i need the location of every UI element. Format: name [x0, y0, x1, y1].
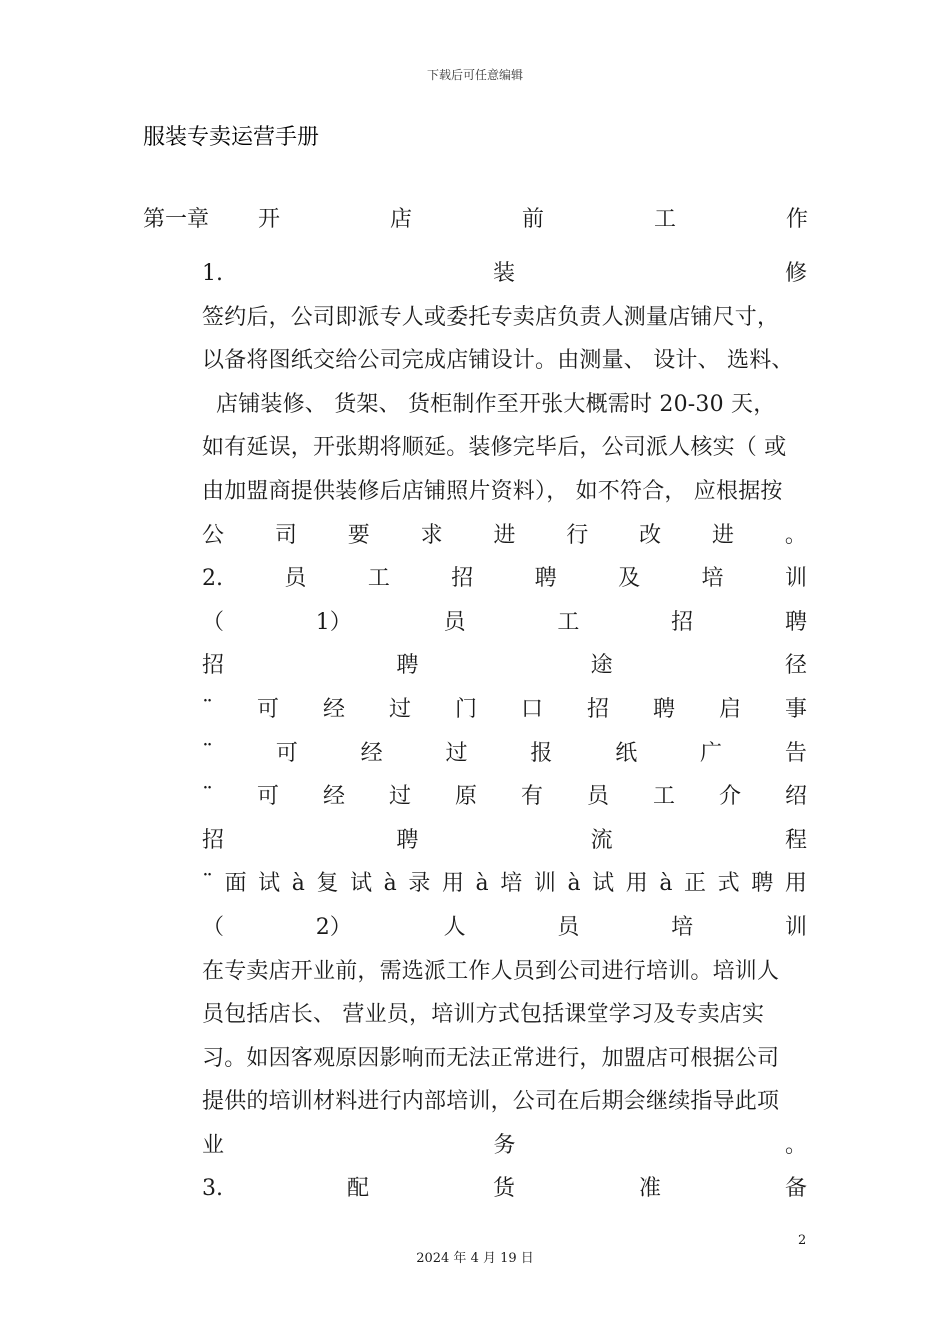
- body-line-segment: 式: [717, 871, 740, 897]
- body-line: 在专卖店开业前，需选派工作人员到公司进行培训。培训人: [202, 958, 780, 984]
- body-line-segment: 员: [443, 609, 466, 635]
- body-line-segment: 录: [408, 871, 431, 897]
- body-line-segment: 货: [492, 1176, 515, 1202]
- body-line-segment: 经: [322, 784, 345, 810]
- body-line-segment: 可: [256, 696, 279, 722]
- body-line-segment: 过: [388, 784, 411, 810]
- body-line-segment: 用: [625, 871, 648, 897]
- chapter-title-char: 开: [258, 207, 281, 232]
- body-line-segment: ¨: [202, 784, 213, 810]
- body-line-segment: 告: [784, 740, 807, 766]
- body-line: [202, 1124, 807, 1168]
- body-line-segment: 1.: [202, 261, 223, 286]
- body-line-segment: 过: [388, 696, 411, 722]
- body-line-segment: à: [659, 871, 673, 897]
- body-line-segment: 程: [784, 827, 807, 853]
- chapter-title-char: 店: [389, 207, 412, 232]
- body-line-segment: 报: [530, 740, 553, 766]
- body-line: [202, 819, 807, 863]
- body-line-segment: 口: [520, 696, 543, 722]
- page-number: 2: [798, 1233, 807, 1248]
- body-line: [202, 775, 807, 819]
- chapter-title-char: 工: [653, 207, 676, 232]
- chapter-title: [258, 202, 808, 233]
- body-line-segment: 培: [500, 871, 523, 897]
- chapter-label: 第一章: [143, 207, 210, 232]
- body-line-segment: 绍: [784, 784, 807, 810]
- body-line-segment: 用: [784, 871, 807, 897]
- body-line: [202, 557, 807, 601]
- body-line-segment: 。: [784, 522, 807, 548]
- body-line-segment: 务: [493, 1132, 516, 1158]
- chapter-heading: [143, 202, 808, 234]
- body-line-segment: 改: [639, 522, 662, 548]
- body-line-segment: 工: [557, 609, 580, 635]
- body-line-segment: 招: [586, 696, 609, 722]
- body-line: [202, 252, 807, 296]
- body-line-segment: 求: [420, 522, 443, 548]
- body-line-segment: 业: [202, 1132, 225, 1158]
- body-line-segment: 工: [652, 784, 675, 810]
- body-line-segment: 聘: [784, 609, 807, 635]
- body-line-segment: 介: [718, 784, 741, 810]
- body-line-segment: 行: [566, 522, 589, 548]
- body-line-segment: 配: [346, 1176, 369, 1202]
- body-line-segment: 司: [274, 522, 297, 548]
- body-line-segment: 。: [784, 1132, 807, 1158]
- body-line-segment: 事: [784, 696, 807, 722]
- body-line-segment: ¨: [202, 740, 213, 766]
- body-line-segment: 训: [533, 871, 556, 897]
- body-line-segment: à: [567, 871, 581, 897]
- body-line-segment: 员: [557, 914, 580, 940]
- body-line-segment: 径: [784, 653, 807, 679]
- body-line-segment: 流: [590, 827, 613, 853]
- chapter-title-char: 作: [785, 207, 808, 232]
- body-line-segment: 聘: [534, 566, 557, 592]
- body-line-segment: 培: [701, 566, 724, 592]
- body-line-segment: 可: [275, 740, 298, 766]
- body-line-segment: 聘: [751, 871, 774, 897]
- body-line-segment: 工: [367, 566, 390, 592]
- body-line: [202, 644, 807, 688]
- body-line-segment: （: [202, 914, 225, 940]
- body-line-segment: 门: [454, 696, 477, 722]
- body-line: [202, 688, 807, 732]
- body-line-segment: 及: [618, 566, 641, 592]
- body-line: [202, 732, 807, 776]
- body-line-segment: 聘: [652, 696, 675, 722]
- body-line-segment: ¨: [202, 871, 213, 897]
- body-line: 习。如因客观原因影响而无法正常进行，加盟店可根据公司: [202, 1045, 780, 1071]
- body-line-segment: à: [383, 871, 397, 897]
- body-line-segment: 纸: [615, 740, 638, 766]
- body-line-segment: 要: [347, 522, 370, 548]
- body-line-segment: 试: [592, 871, 615, 897]
- body-line: [202, 514, 807, 558]
- body-line-segment: à: [475, 871, 489, 897]
- body-line-segment: 招: [451, 566, 474, 592]
- body-line-segment: 试: [258, 871, 281, 897]
- body-line-segment: 准: [638, 1176, 661, 1202]
- body-line-segment: 有: [520, 784, 543, 810]
- body-line-segment: 可: [256, 784, 279, 810]
- body-line-segment: 正: [684, 871, 707, 897]
- body-line-segment: 进: [493, 522, 516, 548]
- body-line-segment: 招: [202, 653, 225, 679]
- body-line: 签约后，公司即派专人或委托专卖店负责人测量店铺尺寸，: [202, 304, 780, 330]
- body-line-segment: 招: [671, 609, 694, 635]
- body-line-segment: 培: [671, 914, 694, 940]
- body-line: 以备将图纸交给公司完成店铺设计。由测量、 设计、 选料、: [202, 348, 794, 374]
- body-line-segment: 聘: [396, 827, 419, 853]
- page-header: 下载后可任意编辑: [426, 68, 523, 82]
- document-title: 服装专卖运营手册: [143, 125, 320, 150]
- body-line-segment: à: [291, 871, 305, 897]
- body-line: 如有延误，开张期将顺延。装修完毕后，公司派人核实（ 或: [202, 435, 787, 461]
- body-line-segment: 进: [712, 522, 735, 548]
- page-footer-date: 2024 年 4 月 19 日: [416, 1251, 534, 1266]
- body-line-segment: 公: [202, 522, 225, 548]
- body-line-segment: 2）: [315, 914, 352, 940]
- body-line: 店铺装修、 货架、 货柜制作至开张大概需时 20-30 天，: [216, 391, 776, 417]
- body-line-segment: 试: [350, 871, 373, 897]
- body-line-segment: 招: [202, 827, 225, 853]
- body-line: 由加盟商提供装修后店铺照片资料）， 如不符合， 应根据按: [202, 478, 783, 504]
- body-line-segment: 员: [284, 566, 307, 592]
- body-line-segment: 用: [441, 871, 464, 897]
- body-line: [202, 1167, 807, 1211]
- chapter-title-char: 前: [521, 207, 544, 232]
- body-line-segment: 备: [784, 1176, 807, 1202]
- body-line-segment: 修: [784, 261, 807, 286]
- body-line-segment: 复: [316, 871, 339, 897]
- body-line: [202, 906, 807, 950]
- body-line-segment: 广: [700, 740, 723, 766]
- body-line-segment: 3.: [202, 1176, 223, 1202]
- body-line-segment: ¨: [202, 696, 213, 722]
- body-line-segment: 聘: [396, 653, 419, 679]
- body-line-segment: 途: [590, 653, 613, 679]
- body-line-segment: 经: [360, 740, 383, 766]
- body-line-segment: 过: [445, 740, 468, 766]
- body-line: 提供的培训材料进行内部培训，公司在后期会继续指导此项: [202, 1089, 780, 1115]
- body-line-segment: 训: [784, 914, 807, 940]
- body-line-segment: 1）: [315, 609, 352, 635]
- body-line-segment: 装: [492, 261, 515, 286]
- body-line: [202, 601, 807, 645]
- body-line-segment: （: [202, 609, 225, 635]
- body-line-segment: 面: [224, 871, 247, 897]
- body-line-segment: 2.: [202, 566, 223, 592]
- body-line-segment: 原: [454, 784, 477, 810]
- body-line-segment: 员: [586, 784, 609, 810]
- body-line: [202, 862, 807, 906]
- body-text: [202, 252, 807, 1211]
- body-line-segment: 经: [322, 696, 345, 722]
- body-line-segment: 人: [443, 914, 466, 940]
- body-line-segment: 训: [784, 566, 807, 592]
- body-line-segment: 启: [718, 696, 741, 722]
- body-line: 员包括店长、 营业员，培训方式包括课堂学习及专卖店实: [202, 1002, 765, 1028]
